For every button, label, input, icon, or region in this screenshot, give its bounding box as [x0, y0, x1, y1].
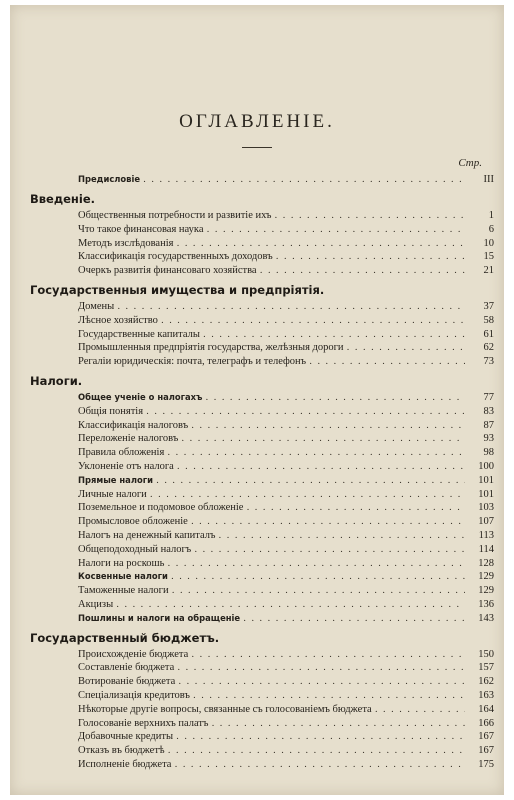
page-number: 175 — [478, 759, 494, 770]
toc-entry — [10, 265, 504, 276]
dot-leader — [150, 489, 465, 500]
dot-leader — [205, 392, 465, 403]
entry-title: Классификацiя государственныхъ доходовъ — [78, 251, 273, 263]
toc-entry — [10, 530, 504, 541]
toc-entry — [10, 238, 504, 249]
toc-entry — [10, 342, 504, 353]
entry-title: Общее ученiе о налогахъ — [78, 392, 203, 402]
entry-title: Налоги на роскошь — [78, 557, 165, 569]
page-number: 129 — [478, 571, 494, 583]
dot-leader — [177, 461, 465, 472]
toc-entry — [10, 475, 504, 486]
dot-leader — [191, 420, 465, 431]
entry-title: Лѣсное хозяйство — [78, 314, 158, 326]
toc-entry — [10, 502, 504, 513]
page-number: 163 — [478, 690, 494, 701]
page-number: 143 — [478, 612, 494, 624]
dot-leader — [178, 676, 465, 687]
entry-title: Регалiи юридическiя: почта, телеграфъ и телефонъ — [78, 356, 307, 368]
toc-preface — [10, 174, 504, 185]
dot-leader — [375, 704, 465, 715]
dot-leader — [156, 475, 465, 486]
toc-entry — [10, 544, 504, 555]
page-number: 77 — [483, 392, 494, 403]
dot-leader — [243, 613, 465, 624]
page-number: 21 — [483, 265, 494, 277]
toc-entry — [10, 392, 504, 403]
dot-leader — [146, 406, 465, 417]
dot-leader — [117, 301, 465, 312]
page-number: 1 — [488, 210, 494, 221]
entry-title: Пошлины и налоги на обращенiе — [78, 612, 241, 623]
entry-title: Личные налоги — [78, 488, 147, 500]
entry-title: Домены — [78, 301, 115, 312]
page-number: 83 — [483, 405, 494, 417]
page-number: 101 — [478, 474, 494, 486]
page-column-label: Стр. — [458, 157, 482, 169]
entry-title: Промышленныя предпрiятiя государства, желѣзныя дороги — [78, 342, 344, 354]
dot-leader — [274, 210, 465, 221]
entry-title: Предисловiе — [78, 174, 141, 184]
toc-entry — [10, 690, 504, 701]
page-number: 164 — [478, 703, 494, 715]
dot-leader — [309, 356, 465, 367]
entry-title: Методъ изслѣдованiя — [78, 237, 174, 249]
page-number: 61 — [483, 328, 494, 340]
toc-entry — [10, 329, 504, 340]
entry-title: Добавочные кредиты — [78, 731, 173, 743]
toc-entry — [10, 516, 504, 527]
entry-title: Налогъ на денежный капиталъ — [78, 530, 216, 541]
dot-leader — [116, 599, 465, 610]
page-number: 114 — [478, 543, 494, 555]
entry-title: Промысловое обложенiе — [78, 516, 188, 528]
page-number: 37 — [483, 301, 494, 312]
dot-leader — [203, 329, 465, 340]
entry-title: Государственные капиталы — [78, 328, 200, 340]
page-number: 162 — [478, 676, 494, 688]
toc-entry — [10, 731, 504, 742]
page-number: 58 — [483, 314, 494, 326]
entry-title: Переложенiе налоговъ — [78, 433, 179, 445]
dot-leader — [174, 759, 465, 770]
entry-title: Очеркъ развитiя финансоваго хозяйства — [78, 265, 257, 277]
dot-leader — [167, 447, 465, 458]
entry-title: Акцизы — [78, 599, 114, 610]
page-number: 167 — [478, 731, 494, 743]
dot-leader — [143, 174, 465, 185]
toc-entry — [10, 489, 504, 500]
toc-entry — [10, 406, 504, 417]
page-number: 93 — [483, 433, 494, 445]
toc-section-heading: Государственный бюджетъ. — [30, 630, 220, 645]
page-number: 136 — [478, 599, 494, 610]
toc-entry — [10, 461, 504, 472]
entry-title: Косвенные налоги — [78, 571, 168, 582]
page-number: 101 — [478, 488, 494, 500]
toc-entry — [10, 759, 504, 770]
toc-entry — [10, 718, 504, 729]
entry-title: Общеподоходный налогъ — [78, 543, 192, 555]
toc-entry — [10, 433, 504, 444]
dot-leader — [167, 558, 465, 569]
toc-entry — [10, 649, 504, 660]
page-number: 103 — [478, 502, 494, 514]
toc-entry — [10, 315, 504, 326]
dot-leader — [276, 251, 465, 262]
toc-entry — [10, 210, 504, 221]
page-number: 15 — [483, 251, 494, 263]
toc-section-heading: Налоги. — [30, 374, 83, 388]
page-number: 113 — [478, 530, 494, 541]
entry-title: Таможенные налоги — [78, 585, 169, 597]
dot-leader — [181, 433, 465, 444]
dot-leader — [194, 544, 465, 555]
toc-entry — [10, 571, 504, 582]
page-number: 128 — [478, 557, 494, 569]
dot-leader — [207, 224, 465, 235]
entry-title: Происхожденiе бюджета — [78, 648, 189, 660]
entry-title: Нѣкоторые другiе вопросы, связанные съ голосованiемъ бюджета — [78, 703, 372, 715]
toc-entry — [10, 662, 504, 673]
dot-leader — [191, 516, 465, 527]
page-number: 107 — [478, 516, 494, 528]
entry-title: Общiя понятiя — [78, 405, 144, 417]
page-number: 87 — [483, 419, 494, 431]
entry-title: Голосованiе верхнихъ палатъ — [78, 717, 209, 729]
dot-leader — [246, 502, 465, 513]
dot-leader — [176, 238, 465, 249]
book-page — [10, 5, 504, 795]
toc-entry — [10, 676, 504, 687]
toc-section-heading: Государственныя имущества и предпрiятiя. — [30, 283, 325, 297]
dot-leader — [177, 662, 465, 673]
page-number: 100 — [478, 461, 494, 472]
dot-leader — [161, 315, 465, 326]
toc-entry — [10, 301, 504, 312]
toc-entry — [10, 745, 504, 756]
page-number: 167 — [478, 745, 494, 757]
dot-leader — [260, 265, 465, 276]
page-number: 129 — [478, 585, 494, 597]
toc-entry — [10, 251, 504, 262]
toc-entry — [10, 224, 504, 235]
page-number: 6 — [488, 223, 494, 235]
toc-entry — [10, 420, 504, 431]
page-title: ОГЛАВЛЕНIЕ. — [179, 111, 335, 132]
entry-title: Исполненiе бюджета — [78, 759, 172, 770]
dot-leader — [172, 585, 465, 596]
toc-entry — [10, 613, 504, 624]
page-number: 73 — [483, 356, 494, 368]
dot-leader — [347, 342, 465, 353]
entry-title: Составленiе бюджета — [78, 662, 175, 674]
page-number: 98 — [483, 447, 494, 459]
page-number: 150 — [478, 648, 494, 660]
toc-section-heading: Введенiе. — [30, 192, 95, 206]
dot-leader — [191, 649, 465, 660]
title-divider — [242, 147, 272, 148]
toc-entry — [10, 356, 504, 367]
page-number: 157 — [478, 662, 494, 674]
dot-leader — [176, 731, 465, 742]
entry-title: Что такое финансовая наука — [78, 223, 204, 235]
entry-title: Правила обложенiя — [78, 447, 165, 459]
entry-title: Отказъ въ бюджетѣ — [78, 745, 165, 757]
toc-entry — [10, 558, 504, 569]
entry-title: Общественныя потребности и развитiе ихъ — [78, 210, 272, 221]
toc-entry — [10, 599, 504, 610]
page-number: III — [483, 174, 494, 185]
dot-leader — [218, 530, 465, 541]
entry-title: Поземельное и подомовое обложенiе — [78, 502, 244, 514]
entry-title: Уклоненiе отъ налога — [78, 461, 174, 472]
dot-leader — [168, 745, 465, 756]
dot-leader — [193, 690, 465, 701]
page-number: 62 — [483, 342, 494, 354]
entry-title: Классификацiя налоговъ — [78, 419, 189, 431]
page-number: 10 — [483, 237, 494, 249]
entry-title: Вотированiе бюджета — [78, 676, 176, 688]
toc-entry — [10, 704, 504, 715]
page-number: 166 — [478, 717, 494, 729]
entry-title: Прямые налоги — [78, 474, 153, 485]
toc-entry — [10, 585, 504, 596]
dot-leader — [211, 718, 465, 729]
toc-entry — [10, 447, 504, 458]
dot-leader — [171, 571, 465, 582]
entry-title: Спецiализацiя кредитовъ — [78, 690, 190, 701]
